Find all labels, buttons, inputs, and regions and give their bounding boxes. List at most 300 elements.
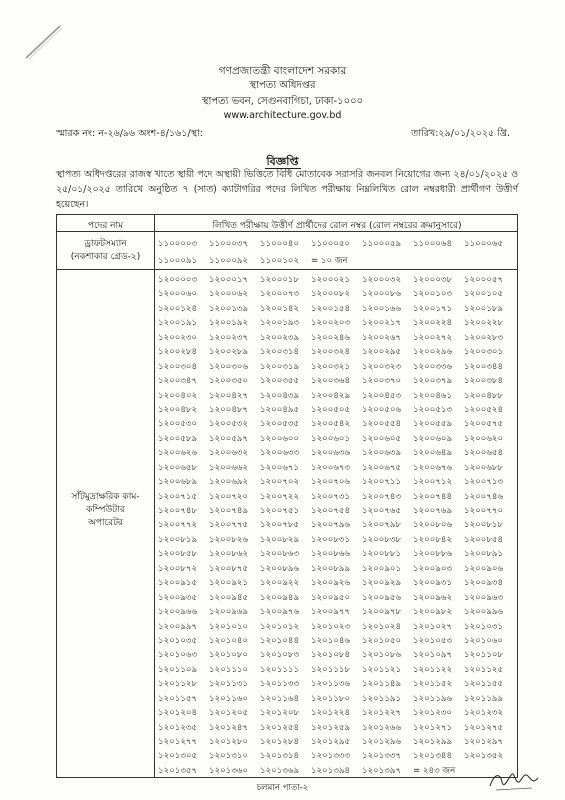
roll-number-cell: ১২০০৬৩২ — [209, 448, 249, 459]
roll-number-cell: ১২০০২৮৯ — [209, 347, 249, 358]
table-row — [156, 502, 518, 516]
roll-number-cell: ১২০০৫৩০ — [158, 419, 198, 430]
table-row — [156, 704, 518, 718]
roll-number-cell: ১২০০৪০২ — [158, 390, 198, 401]
roll-number-cell: ১২০১৩১০ — [209, 751, 249, 762]
roll-number-cell: ১২০১২৫৯ — [311, 722, 351, 733]
post-name-draftsman — [57, 238, 154, 264]
roll-number-cell: ১২০০৬০১ — [311, 433, 351, 444]
roll-number-cell: ১২০০৮৯৬ — [260, 563, 300, 574]
roll-number-cell: ১২০১২৯৯ — [413, 737, 453, 747]
roll-number-cell: ১২০০৮৪২ — [413, 534, 453, 545]
roll-number-cell: ১২০০৯৩১ — [413, 578, 453, 589]
roll-number-cell: ১২০০৬৮৯ — [158, 477, 198, 488]
roll-number-cell: ১২০০৮৬৩ — [260, 549, 300, 560]
table-row — [156, 589, 518, 603]
roll-number-cell: ১২০০৩২১ — [311, 361, 351, 372]
roll-number-cell: ১২০০২৯৬ — [413, 347, 453, 358]
table-row — [156, 719, 518, 733]
roll-number-cell: ১২০০২৭২ — [413, 332, 453, 343]
roll-number-cell: ১২০০৮৭৫ — [209, 563, 249, 574]
roll-number-cell: ১২০০৪৯৫ — [260, 404, 300, 415]
column-header-post: পদের নাম — [87, 221, 124, 231]
roll-number-cell: ১২০০৭৭২ — [158, 520, 198, 531]
roll-number-cell: ১২০১০২৪ — [362, 621, 402, 632]
roll-number-cell: ১২০১১৫২ — [413, 679, 453, 690]
roll-number-cell: ১২০০৪২৭ — [209, 390, 249, 401]
roll-number-cell: ১২০০৪৬১ — [413, 390, 453, 401]
roll-number-cell: ১২০০৮৫৮ — [158, 549, 198, 560]
roll-number-cell: ১২০০৭১৫ — [158, 491, 198, 502]
roll-number-cell: ১২০০৯১৫ — [158, 578, 198, 589]
roll-number-cell: ১২০০৯৪৫ — [209, 592, 249, 603]
memo-number: স্মারক নং: ন-২৬/৯৬ অংশ-৪/১৬১/স্থা: — [56, 128, 203, 139]
roll-number-cell: ১২০১২৭৫ — [464, 722, 504, 733]
roll-number-cell: ১১০০০৫০ — [311, 239, 351, 249]
roll-number-cell: ১২০১২৬৬ — [362, 722, 402, 733]
roll-number-cell: ১২০০৯৯৭ — [158, 621, 198, 632]
roll-number-cell: ১২০০৮৩৮ — [362, 534, 402, 545]
table-row — [156, 314, 518, 328]
roll-number-cell: ১২০০২৪৬ — [311, 332, 351, 343]
roll-number-cell: ১২০০৯২২ — [260, 578, 300, 589]
roll-list-steno-computer-operator — [156, 271, 518, 776]
table-row — [156, 762, 518, 776]
roll-number-cell: ১২০০৭৪৬ — [464, 491, 504, 502]
roll-number-cell: ১২০০৬৫৮ — [158, 462, 198, 473]
roll-number-cell: ১২০১২৯৬ — [362, 737, 402, 747]
roll-number-cell: ১২০০১৭১ — [413, 303, 453, 314]
roll-number-cell: ১২০০৩৫০ — [209, 376, 249, 387]
roll-number-cell: ১২০০০৬০ — [158, 289, 198, 300]
roll-number-cell: ১২০০০১৮ — [260, 275, 300, 285]
roll-number-cell: ১২০০৬০৫ — [362, 433, 402, 444]
roll-number-cell: ১২০১১৩৩ — [260, 679, 300, 690]
column-divider — [154, 215, 155, 777]
roll-number-cell: ১২০০৯৬৬ — [158, 607, 198, 618]
roll-number-cell: ১২০০৪৮২ — [158, 404, 198, 415]
roll-number-cell: ১২০১১৯৯ — [464, 693, 504, 704]
roll-number-cell: ১২০০৮১৮ — [464, 520, 504, 531]
roll-number-cell: ১২০০৫৩২ — [209, 419, 249, 430]
roll-number-cell: ১২০১১১৮ — [311, 664, 351, 675]
signature-image — [486, 764, 542, 794]
roll-number-cell: ১২০০১০৫ — [464, 289, 504, 300]
roll-number-cell: ১২০০২৬৭ — [362, 332, 402, 343]
roll-number-cell: ১২০১১২১ — [362, 664, 402, 675]
roll-number-cell: ১২০০৫১৩ — [413, 404, 453, 415]
roll-number-cell: ১২০১৩৫২ — [464, 751, 504, 762]
continued-page-label: চলমান পাতা-২ — [256, 783, 309, 793]
roll-number-cell: ১২০১০৮০ — [209, 650, 249, 661]
roll-number-cell: ১২০০৬৯২ — [209, 477, 249, 488]
roll-number-cell: ১২০১০৪৬ — [311, 635, 351, 646]
table-row — [156, 343, 518, 357]
table-row — [156, 603, 518, 617]
roll-number-cell: ১২০০৪৮৭ — [209, 404, 249, 415]
roll-number-cell: ১২০০৩২৪ — [311, 347, 351, 358]
roll-number-cell: ১২০১১১১ — [260, 664, 300, 675]
roll-number-cell: ১২০১০৮৬ — [362, 650, 402, 661]
roll-number-cell: ১২০০১৯১ — [158, 318, 198, 329]
table-row — [156, 545, 518, 559]
roll-number-cell: ১২০০৭১৩ — [464, 477, 504, 488]
table-row — [156, 358, 518, 372]
roll-number-cell: ১২০১১২৫ — [464, 664, 504, 675]
roll-number-cell: ১২০০৩৬৪ — [311, 376, 351, 387]
section-divider — [57, 269, 517, 270]
roll-number-cell: ১১০০০৬৫ — [464, 239, 504, 249]
roll-number-cell: ১২০১১৫৫ — [464, 679, 504, 690]
roll-number-cell: ১২০০০৩৮ — [413, 275, 453, 285]
roll-number-cell: ১২০০৭৪৮ — [158, 506, 198, 516]
roll-number-cell: ১২০১১৯৬ — [413, 693, 453, 704]
roll-number-cell: ১২০১৩৯৭ — [362, 765, 402, 776]
roll-number-cell: ১২০০৯৭৬ — [260, 607, 300, 618]
roll-number-cell: = ২৪৩ জন — [413, 765, 456, 776]
roll-number-cell: ১২০০৩০৪ — [158, 361, 198, 372]
roll-number-cell: ১১০০০৯১ — [158, 255, 198, 266]
roll-number-cell: ১২০০৪৮৮ — [464, 390, 504, 401]
roll-number-cell: ১২০১২৮৪ — [260, 737, 300, 747]
post-name-line: সাঁটমুদ্রাক্ষরিক কাম- — [71, 492, 140, 502]
roll-number-cell: ১২০০৫০৬ — [362, 404, 402, 415]
table-row — [156, 372, 518, 386]
roll-number-cell: ১২০১০১০ — [209, 621, 249, 632]
roll-number-cell: ১২০০৭৩১ — [311, 491, 351, 502]
roll-number-cell: ১২০০০৮৬ — [362, 289, 402, 300]
roll-number-cell: ১২০০৯৮২ — [413, 607, 453, 618]
table-row — [156, 430, 518, 444]
roll-number-cell: ১২০০১২৪ — [158, 303, 198, 314]
roll-number-cell: ১২০০৭২০ — [209, 491, 249, 502]
roll-number-cell: ১২০০৬৩৯ — [362, 448, 402, 459]
roll-number-cell: ১১০০০৪০ — [260, 239, 300, 249]
department-website[interactable]: www.architecture.gov.bd — [223, 110, 342, 121]
roll-number-cell: ১২০১১১০ — [209, 664, 249, 675]
roll-number-cell: ১২০০৮২৯ — [260, 534, 300, 545]
post-name-line: অপারেটর — [88, 518, 123, 528]
table-row — [156, 747, 518, 761]
roll-number-cell: ১২০০৬৭৩ — [311, 462, 351, 473]
table-row — [156, 473, 518, 487]
notice-title-text: বিজ্ঞপ্তি — [266, 155, 299, 168]
roll-number-cell: ১২০০৩১৯ — [260, 361, 300, 372]
roll-number-cell: ১২০০১৪২ — [260, 303, 300, 314]
memo-row — [56, 127, 510, 141]
table-row — [156, 300, 518, 314]
table-row — [156, 531, 518, 545]
roll-number-cell: ১২০০৯৫০ — [311, 592, 351, 603]
roll-number-cell: ১২০১০৬৩ — [158, 650, 198, 661]
roll-number-cell: ১২০০৭০২ — [260, 477, 300, 488]
roll-number-cell: ১২০১২৫৪ — [260, 722, 300, 733]
roll-number-cell: ১২০০৯৬২ — [413, 592, 453, 603]
table-row — [156, 387, 518, 401]
table-row — [156, 733, 518, 747]
government-name: গণপ্রজাতন্ত্রী বাংলাদেশ সরকার — [218, 65, 347, 77]
roll-number-cell: ১২০১৩৬৯ — [260, 765, 300, 776]
roll-number-cell: ১২০০৭১২ — [413, 477, 453, 488]
roll-number-cell: ১২০১১২৮ — [158, 679, 198, 690]
roll-number-cell: ১২০০৩১৪ — [260, 347, 300, 358]
roll-number-cell: ১২০০৫৫৪ — [362, 419, 402, 430]
roll-number-cell: ১২০১১৪৯ — [362, 679, 402, 690]
roll-number-cell: ১২০১৩৪৪ — [413, 751, 453, 762]
roll-number-cell: ১২০১৩০৫ — [158, 751, 198, 762]
roll-number-cell: ১২০১১২২ — [413, 664, 453, 675]
roll-number-cell: ১২০০৩০১ — [464, 347, 504, 358]
roll-number-cell: ১২০০০৫৭ — [464, 275, 504, 285]
roll-number-cell: ১২০০৪৩৯ — [260, 390, 300, 401]
roll-number-cell: ১২০০০৬২ — [209, 289, 249, 300]
post-name-line: (নকশাকার গ্রেড-২) — [70, 252, 141, 262]
roll-number-cell: ১২০০৭৯৮ — [362, 520, 402, 531]
roll-number-cell: ১২০০৮৭২ — [158, 563, 198, 574]
roll-number-cell: ১২০০৬৭৫ — [362, 462, 402, 473]
roll-number-cell: ১২০০৯২১ — [209, 578, 249, 589]
roll-number-cell: ১২০০০৭৩ — [260, 289, 300, 300]
roll-number-cell: ১২০১১৫৭ — [158, 693, 198, 704]
roll-number-cell: ১২০০১৫৪ — [311, 303, 351, 314]
roll-number-cell: ১১০০১০২ — [260, 255, 300, 266]
roll-number-cell: ১২০১২৯৫ — [311, 737, 351, 747]
roll-number-cell: ১২০০৩৫৫ — [260, 376, 300, 387]
department-address: স্থাপত্য ভবন, সেগুনবাগিচা, ঢাকা-১০০০ — [201, 96, 364, 107]
roll-number-cell: ১২০০৬২০ — [464, 433, 504, 444]
roll-number-cell: ১২০১২৩২ — [464, 708, 504, 719]
table-row — [156, 459, 518, 473]
roll-number-cell: ১২০০৯০৬ — [464, 563, 504, 574]
roll-number-cell: ১২০০৪২৯ — [311, 390, 351, 401]
roll-number-cell: ১২০১১০৯ — [158, 664, 198, 675]
table-row — [156, 329, 518, 343]
roll-number-cell: ১২০০৫০৫ — [311, 404, 351, 415]
table-row — [156, 415, 518, 429]
roll-number-cell: ১২০০৮২৬ — [209, 534, 249, 545]
roll-number-cell: ১২০০৮৮৬ — [413, 549, 453, 560]
roll-number-cell: ১২০০৩২৩ — [362, 361, 402, 372]
roll-number-cell: ১২০১২৭৭ — [158, 737, 198, 747]
roll-number-cell: ১২০০৩৪৪ — [464, 361, 504, 372]
roll-number-cell: ১২০০০২১ — [311, 275, 351, 285]
roll-number-cell: ১২০০৬৮৮ — [464, 462, 504, 473]
roll-number-cell: ১২০১২২৪ — [311, 708, 351, 719]
roll-number-cell: ১২০০৯৪৯ — [260, 592, 300, 603]
table-row — [156, 235, 518, 252]
roll-number-cell: ১২০০৬৩৬ — [311, 448, 351, 459]
roll-number-cell: ১২০১৩৩৭ — [362, 751, 402, 762]
roll-number-cell: ১২০০০৩২ — [362, 275, 402, 285]
roll-number-cell: ১২০০১৩৯ — [209, 303, 249, 314]
roll-number-cell: ১২০০৫৮৯ — [158, 433, 198, 444]
roll-number-cell: ১২০১০৩৫ — [158, 635, 198, 646]
roll-number-cell: ১২০১০৮৪ — [311, 650, 351, 661]
roll-number-cell: ১২০০৮৫৪ — [464, 534, 504, 545]
roll-number-cell: ১২০০৬৭৬ — [413, 462, 453, 473]
table-row — [156, 675, 518, 689]
table-row — [156, 271, 518, 285]
roll-number-cell: ১২০০৮১৯ — [158, 534, 198, 545]
roll-number-cell: ১২০১২৩৫ — [158, 722, 198, 733]
roll-number-cell: ১২০০২৮৩ — [464, 332, 504, 343]
roll-number-cell: ১২০০৭২২ — [260, 491, 300, 502]
table-row — [156, 618, 518, 632]
roll-number-cell: ১২০১০৩১ — [464, 621, 504, 632]
roll-number-cell: ১২০০৮৬৬ — [311, 549, 351, 560]
roll-number-cell: = ১০ জন — [311, 255, 348, 266]
roll-number-cell: ১২০০৯০৩ — [413, 563, 453, 574]
roll-number-cell: ১২০০৯৬৯ — [209, 607, 249, 618]
column-header-rolls: লিখিত পরীক্ষায় উত্তীর্ণ প্রার্থীদের রোল নম্বর (রোল নম্বরের ক্রমানুসারে) — [212, 221, 462, 231]
roll-number-cell: ১২০০৩৩৬ — [413, 361, 453, 372]
roll-number-cell: ১২০১০৮৩ — [260, 650, 300, 661]
roll-number-cell: ১২০১০৪০ — [209, 635, 249, 646]
roll-number-cell: ১২০০৬৫৪ — [464, 448, 504, 459]
roll-number-cell: ১২০০৮৯১ — [464, 549, 504, 560]
roll-number-cell: ১২০০৬০৯ — [413, 433, 453, 444]
roll-number-cell: ১১০০০৬৪ — [413, 239, 453, 249]
roll-number-cell: ১২০১২০৮ — [260, 708, 300, 719]
roll-number-cell: ১২০০৩৮৪ — [464, 376, 504, 387]
roll-number-cell: ১২০১৩৫৭ — [158, 765, 198, 776]
roll-number-cell: ১২০১২৮০ — [209, 737, 249, 747]
roll-number-cell: ১২০১২৪৭ — [209, 722, 249, 733]
roll-number-cell: ১২০১৩৩৩ — [311, 751, 351, 762]
roll-number-cell: ১২০০১০৩ — [413, 289, 453, 300]
memo-date: তারিখ:২৯/০১/২০২৫ খ্রি. — [411, 128, 510, 139]
roll-number-cell: ১২০১২৭১ — [413, 722, 453, 733]
roll-number-cell: ১২০১১৬৪ — [260, 693, 300, 704]
roll-number-cell: ১২০১০৪৪ — [260, 635, 300, 646]
roll-number-cell: ১২০০৮৩১ — [311, 534, 351, 545]
roll-number-cell: ১২০০৯৩৪ — [464, 578, 504, 589]
roll-number-cell: ১২০০৮৬২ — [209, 549, 249, 560]
roll-number-cell: ১২০১১৯১ — [362, 693, 402, 704]
table-row — [156, 632, 518, 646]
roll-number-cell: ১২০০৯৬৩ — [464, 592, 504, 603]
table-row — [156, 285, 518, 299]
post-name-line: কম্পিউটার — [86, 505, 125, 515]
roll-number-cell: ১২০১০৯৭ — [413, 650, 453, 661]
roll-number-cell: ১২০০৩৭৯ — [413, 376, 453, 387]
table-row — [156, 401, 518, 415]
roll-number-cell: ১২০০৭৯৬ — [311, 520, 351, 531]
roll-number-cell: ১২০০৯৩৫ — [158, 592, 198, 603]
post-name-line: ড্রাফটসম্যান — [84, 239, 127, 249]
roll-number-cell: ১২০০৯২৬ — [311, 578, 351, 589]
roll-number-cell: ১২০১২৯৭ — [464, 737, 504, 747]
roll-number-cell: ১২০০১৮৯ — [464, 303, 504, 314]
roll-number-cell: ১২০০৯৭৮ — [362, 607, 402, 618]
roll-number-cell: ১২০০৬৭১ — [260, 462, 300, 473]
roll-number-cell: ১২০০২৯৫ — [362, 347, 402, 358]
roll-number-cell: ১২০১০১২ — [260, 621, 300, 632]
roll-number-cell: ১২০০৯৫৬ — [362, 592, 402, 603]
roll-number-cell: ১২০০৭৬৫ — [362, 506, 402, 516]
roll-number-cell: ১২০০৯০১ — [362, 563, 402, 574]
roll-number-cell: ১২০০৯৭৭ — [311, 607, 351, 618]
table-row — [156, 516, 518, 530]
roll-number-cell: ১২০১২২৭ — [362, 708, 402, 719]
roll-number-cell: ১১০০০০৩ — [158, 239, 198, 249]
table-row — [156, 646, 518, 660]
roll-number-cell: ১২০০৩০৬ — [209, 361, 249, 372]
roll-number-cell: ১২০০৫৩৫ — [260, 419, 300, 430]
roll-number-cell: ১২০১২৩০ — [413, 708, 453, 719]
roll-number-cell: ১২০০১৬৬ — [362, 303, 402, 314]
roll-number-cell: ১২০০৭৭৫ — [209, 520, 249, 531]
roll-number-cell: ১২০১০৫০ — [362, 635, 402, 646]
table-row — [156, 444, 518, 458]
roll-number-cell: ১২০০৮০৬ — [413, 520, 453, 531]
roll-number-cell: ১২০১০২৩ — [311, 621, 351, 632]
pen-stroke-icon — [22, 22, 66, 62]
roll-number-cell: ১২০০৭৪৩ — [362, 491, 402, 502]
roll-number-cell: ১২০০৭৮৫ — [260, 520, 300, 531]
table-row — [156, 690, 518, 704]
roll-number-cell: ১২০১২০৫ — [209, 708, 249, 719]
roll-number-cell: ১২০০৭৭০ — [464, 506, 504, 516]
roll-number-cell: ১১০০০৫৯ — [362, 239, 402, 249]
roll-number-cell: ১২০০৫৪২ — [311, 419, 351, 430]
roll-number-cell: ১২০১৩৬০ — [209, 765, 249, 776]
roll-number-cell: ১২০০৫৫৯ — [413, 419, 453, 430]
roll-number-cell: ১২০০১৯৩ — [260, 318, 300, 329]
roll-number-cell: ১২০০২৩০ — [158, 332, 198, 343]
roll-number-cell: ১২০১১৮০ — [311, 693, 351, 704]
roll-number-cell: ১২০০৭৬৯ — [413, 506, 453, 516]
table-row — [156, 488, 518, 502]
roll-number-cell: ১১০০০৯২ — [209, 255, 249, 266]
results-table — [56, 214, 518, 778]
roll-number-cell: ১২০০০৮২ — [311, 289, 351, 300]
roll-number-cell: ১২০০২৮৪ — [158, 347, 198, 358]
table-row — [156, 560, 518, 574]
roll-number-cell: ১২০১০৫৩ — [413, 635, 453, 646]
roll-number-cell: ১২০১১৬০ — [209, 693, 249, 704]
roll-number-cell: ১২০০৬৩৩ — [260, 448, 300, 459]
roll-number-cell: ১২০০৬৪৯ — [413, 448, 453, 459]
roll-number-cell: ১২০০০০৩ — [158, 275, 198, 285]
roll-number-cell: ১২০০২২৮ — [464, 318, 504, 329]
table-row — [156, 252, 518, 269]
roll-number-cell: ১২০০৯২৯ — [362, 578, 402, 589]
roll-number-cell: ১২০১০২৭ — [413, 621, 453, 632]
roll-number-cell: ১২০০২০৩ — [311, 318, 351, 329]
roll-number-cell: ১২০০৭১১ — [362, 477, 402, 488]
roll-number-cell: ১২০১১৩৬ — [311, 679, 351, 690]
roll-number-cell: ১২০০৭৪৯ — [209, 506, 249, 516]
roll-number-cell: ১২০০৫২৪ — [464, 404, 504, 415]
roll-number-cell: ১২০১০৬০ — [464, 635, 504, 646]
roll-number-cell: ১২০১২০৪ — [158, 708, 198, 719]
table-row — [156, 574, 518, 588]
roll-number-cell: ১২০০২৩৭ — [209, 332, 249, 343]
roll-number-cell: ১২০০৬২৬ — [158, 448, 198, 459]
roll-number-cell: ১২০০৭৪৪ — [413, 491, 453, 502]
roll-number-cell: ১২০০৬০০ — [260, 433, 300, 444]
roll-number-cell: ১২০১১০৮ — [464, 650, 504, 661]
roll-number-cell: ১১০০০৩৭ — [209, 239, 249, 249]
roll-number-cell: ১২০০৪৫৩ — [362, 390, 402, 401]
post-name-steno-computer-operator — [57, 491, 154, 530]
notice-body: স্থাপত্য অধিদপ্তরের রাজস্ব খাতে স্থায়ী পদে অস্থায়ী ভিত্তিতে বিধি মোতাবেক সরাসরি জনবল নিয়োগের জন্য ২৪/০১/২০২৫ ও ২৫/০১/২০২৫ তারিখে অনুষ্ঠিত ৭ (সাত) ক্যাটাগরির পদের লিখিত পরীক্ষায় নিম্নলিখিত রোল নম্বরধারী প্রার্থীগণ উত্তীর্ণ হয়েছেন। — [56, 169, 518, 210]
roll-number-cell: ১২০০৮৮১ — [362, 549, 402, 560]
roll-number-cell: ১২০০২২৪ — [413, 318, 453, 329]
roll-number-cell: ১২০০০১৭ — [209, 275, 249, 285]
roll-number-cell: ১২০০২১৭ — [362, 318, 402, 329]
